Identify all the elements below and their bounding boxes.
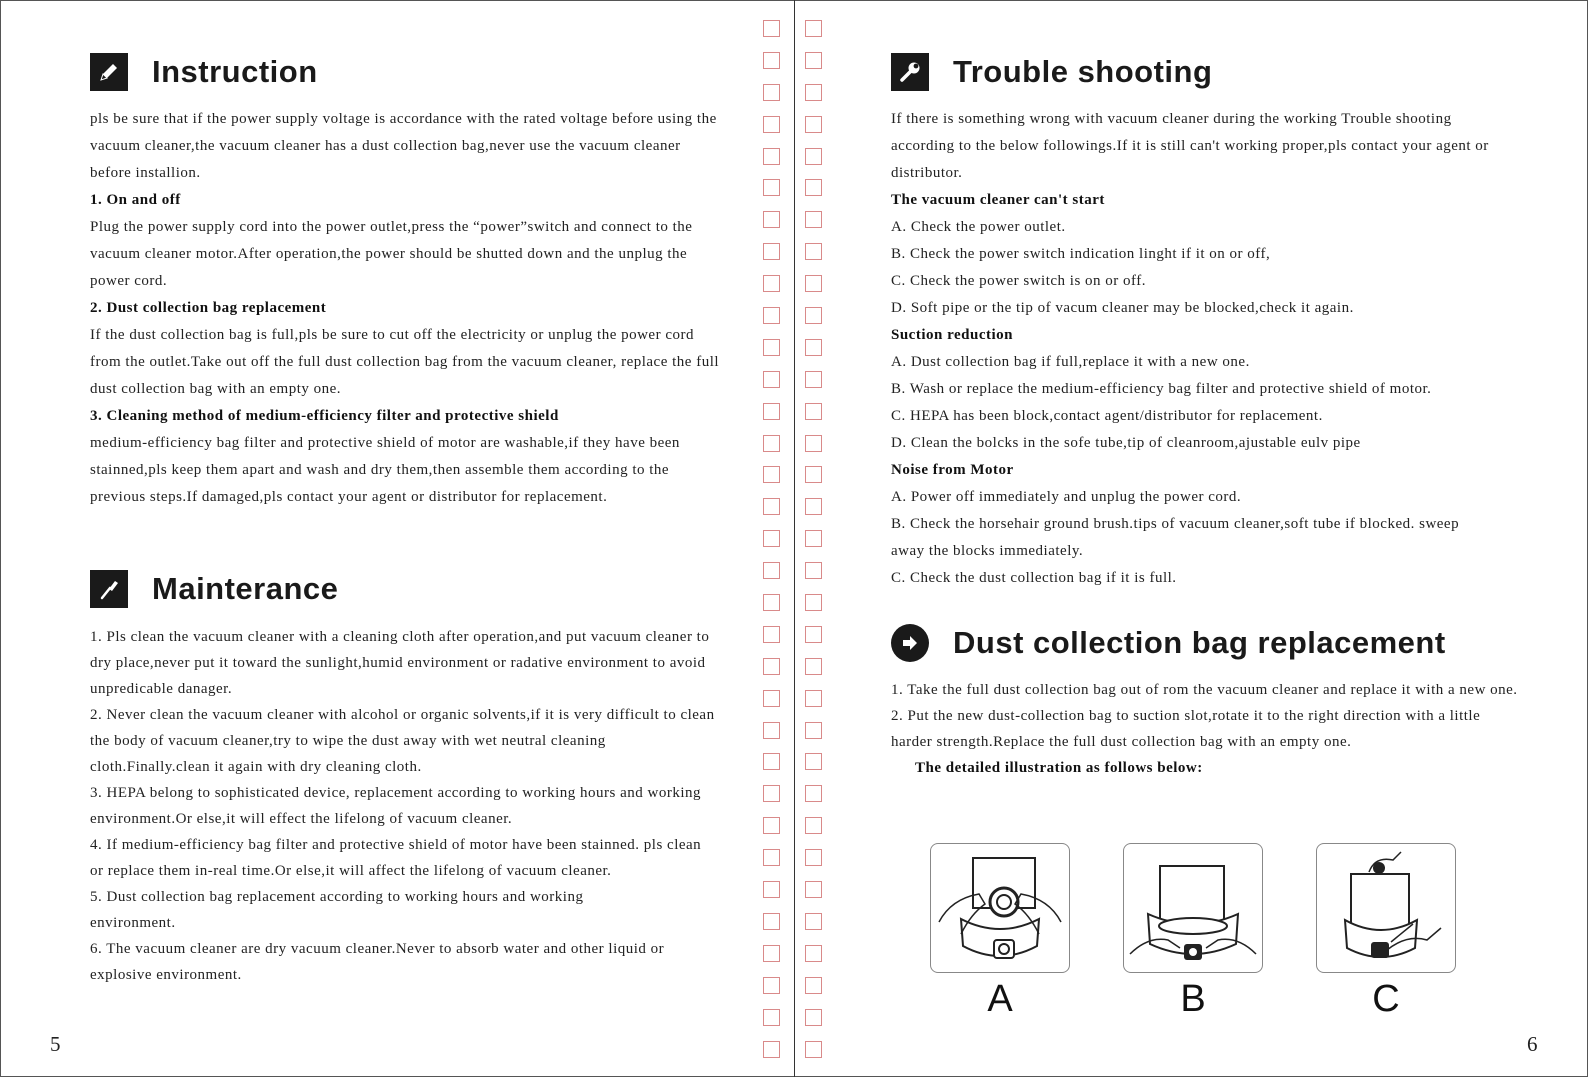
illustration-c [1316,843,1456,973]
binding-ring [805,977,822,994]
illustration-label-a: A [987,978,1013,1020]
binding-ring [805,690,822,707]
binding-ring [763,626,780,643]
binding-ring [763,881,780,898]
binding-ring [805,881,822,898]
binding-rings-left [763,20,781,1072]
trouble-item: C. Check the dust collection bag if it is full. [891,570,1177,586]
binding-ring [763,116,780,133]
binding-ring [763,148,780,165]
binding-ring [805,594,822,611]
binding-ring [805,722,822,739]
binding-ring [805,626,822,643]
binding-ring [763,275,780,292]
bag-steps [891,677,1521,781]
binding-ring [763,307,780,324]
maintenance-heading [90,570,338,608]
binding-ring [805,20,822,37]
bag-step: 1. Take the full dust collection bag out of rom the vacuum cleaner and replace it with a new one. [891,682,1518,698]
binding-rings-right [805,20,823,1072]
binding-ring [763,466,780,483]
binding-ring [805,179,822,196]
binding-ring [805,243,822,260]
section-bag-text: If the dust collection bag is full,pls be sure to cut off the electricity or unplug the power cord from the outlet.Take out off the full dust collection bag from the vacuum cleaner, replace the full dust collection bag with an empty one. [90,327,720,397]
illustration-label-c: C [1372,978,1400,1020]
illustration-note: The detailed illustration as follows below: [915,760,1203,776]
binding-ring [805,658,822,675]
binding-ring [805,817,822,834]
maintenance-item: 5. Dust collection bag replacement according to working hours and working environment. [90,889,584,931]
binding-ring [763,1041,780,1058]
page-number-right: 6 [1527,1032,1538,1056]
binding-ring [763,179,780,196]
trouble-item: A. Power off immediately and unplug the power cord. [891,489,1242,505]
binding-ring [763,403,780,420]
trouble-noise-title: Noise from Motor [891,462,1014,478]
binding-ring [805,435,822,452]
trouble-heading [891,53,1212,91]
binding-ring [763,243,780,260]
binding-ring [763,562,780,579]
binding-ring [805,785,822,802]
trouble-item: A. Dust collection bag if full,replace it with a new one. [891,354,1250,370]
section-filter-title: 3. Cleaning method of medium-efficiency filter and protective shield [90,408,559,424]
maintenance-title: Mainterance [152,571,339,606]
trouble-cant-start-title: The vacuum cleaner can't start [891,192,1105,208]
binding-ring [805,1009,822,1026]
trouble-body [891,106,1516,592]
binding-ring [763,52,780,69]
binding-ring [805,116,822,133]
maintenance-item: 6. The vacuum cleaner are dry vacuum cleaner.Never to absorb water and other liquid or explosive environment. [90,941,665,983]
binding-ring [763,658,780,675]
binding-ring [763,722,780,739]
illustration-label-b: B [1180,978,1206,1020]
binding-ring [763,690,780,707]
binding-ring [805,498,822,515]
trouble-title: Trouble shooting [953,54,1213,89]
maintenance-item: 1. Pls clean the vacuum cleaner with a cleaning cloth after operation,and put vacuum cleaner to dry place,never put it toward the sunlight,humid environment or radative environment to avoid unpredicable danager. [90,629,710,697]
binding-ring [763,435,780,452]
binding-ring [763,530,780,547]
instruction-heading [90,53,318,91]
binding-ring [763,849,780,866]
trouble-item: D. Soft pipe or the tip of vacum cleaner may be blocked,check it again. [891,300,1354,316]
binding-ring [763,211,780,228]
binding-ring [763,945,780,962]
binding-ring [763,913,780,930]
binding-ring [805,211,822,228]
bag-step: 2. Put the new dust-collection bag to suction slot,rotate it to the right direction with a little harder strength.Replace the full dust collection bag with an empty one. [891,708,1481,750]
section-bag-title: 2. Dust collection bag replacement [90,300,327,316]
trouble-item: C. Check the power switch is on or off. [891,273,1147,289]
binding-ring [805,562,822,579]
bag-heading [891,624,1446,662]
trouble-item: B. Wash or replace the medium-efficiency bag filter and protective shield of motor. [891,381,1432,397]
binding-ring [805,403,822,420]
bag-title: Dust collection bag replacement [953,625,1446,660]
instruction-title: Instruction [152,54,318,89]
binding-ring [763,817,780,834]
binding-ring [805,52,822,69]
section-on-off-text: Plug the power supply cord into the power outlet,press the “power”switch and connect to the vacuum cleaner motor.After operation,the power should be shutted down and the unplug the power cord. [90,219,693,289]
binding-ring [805,849,822,866]
binding-ring [805,275,822,292]
binding-ring [763,977,780,994]
binding-ring [805,339,822,356]
maintenance-list [90,624,718,988]
screwdriver-icon [90,570,128,608]
binding-ring [805,307,822,324]
trouble-item: B. Check the horsehair ground brush.tips of vacuum cleaner,soft tube if blocked. sweep away the blocks immediately. [891,516,1460,559]
binding-ring [805,753,822,770]
binding-ring [763,1009,780,1026]
binding-ring [763,84,780,101]
illustration-b [1123,843,1263,973]
trouble-suction-title: Suction reduction [891,327,1013,343]
binding-ring [763,753,780,770]
binding-ring [763,371,780,388]
binding-ring [763,498,780,515]
trouble-item: C. HEPA has been block,contact agent/distributor for replacement. [891,408,1323,424]
instruction-intro: pls be sure that if the power supply voltage is accordance with the rated voltage before using the vacuum cleaner,the vacuum cleaner has a dust collection bag,never use the vacuum cleaner before installion. [90,111,717,181]
illustration-a [930,843,1070,973]
trouble-item: D. Clean the bolcks in the sofe tube,tip of cleanroom,ajustable eulv pipe [891,435,1361,451]
trouble-item: A. Check the power outlet. [891,219,1066,235]
binding-ring [805,371,822,388]
binding-ring [763,785,780,802]
binding-ring [763,20,780,37]
instruction-body [90,106,720,511]
binding-ring [805,148,822,165]
binding-ring [805,913,822,930]
binding-ring [805,1041,822,1058]
binding-ring [763,594,780,611]
binding-ring [763,339,780,356]
binding-ring [805,945,822,962]
binding-ring [805,530,822,547]
binding-ring [805,466,822,483]
trouble-intro: If there is something wrong with vacuum cleaner during the working Trouble shooting according to the below followings.If it is still can't working proper,pls contact your agent or distributor. [891,111,1489,181]
maintenance-item: 2. Never clean the vacuum cleaner with alcohol or organic solvents,if it is very difficult to clean the body of vacuum cleaner,try to wipe the dust away with wet neutral cleaning cloth.Finally.clean it again with dry cleaning cloth. [90,707,715,775]
section-on-off-title: 1. On and off [90,192,181,208]
maintenance-item: 3. HEPA belong to sophisticated device, replacement according to working hours and working environment.Or else,it will effect the lifelong of vacuum cleaner. [90,785,701,827]
arrow-right-circle-icon [891,624,929,662]
trouble-item: B. Check the power switch indication linght if it on or off, [891,246,1271,262]
spine-divider [794,0,795,1077]
section-filter-text: medium-efficiency bag filter and protective shield of motor are washable,if they have been stainned,pls keep them apart and wash and dry them,then assemble them according to the previous steps.If damaged,pls contact your agent or distributor for replacement. [90,435,680,505]
page-number-left: 5 [50,1032,61,1056]
wrench-icon [891,53,929,91]
binding-ring [805,84,822,101]
maintenance-item: 4. If medium-efficiency bag filter and protective shield of motor have been stainned. pls clean or replace them in-real time.Or else,it will affect the lifelong of vacuum cleaner. [90,837,702,879]
pencil-icon [90,53,128,91]
